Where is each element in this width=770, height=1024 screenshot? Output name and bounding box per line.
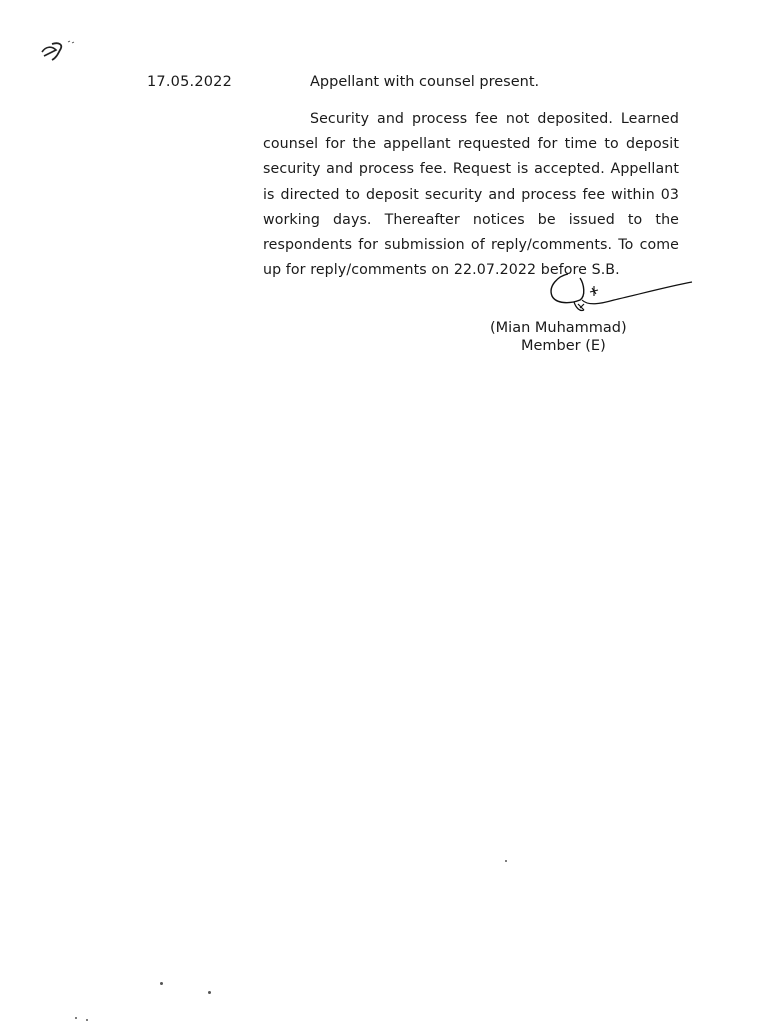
signatory-name: (Mian Muhammad) <box>490 320 627 336</box>
scan-speck <box>86 1019 88 1021</box>
signatory-designation: Member (E) <box>521 338 606 354</box>
scan-speck <box>160 982 163 985</box>
scan-speck <box>208 991 211 994</box>
order-date: 17.05.2022 <box>147 74 233 90</box>
attendance-note: Appellant with counsel present. <box>310 74 540 90</box>
corner-scribble-mark <box>38 38 82 64</box>
scan-speck <box>505 860 507 862</box>
order-paragraph: Security and process fee not deposited. Learned counsel for the appellant requested for time to deposit security and process fee. Request is accepted. Appellant is directed to deposit security and process fee within 03 working days. Thereafter notices be issued to the respondents for submission of reply/comments. To come up for reply/comments on 22.07.2022 before S.B. <box>263 111 679 279</box>
scan-speck <box>75 1017 77 1019</box>
